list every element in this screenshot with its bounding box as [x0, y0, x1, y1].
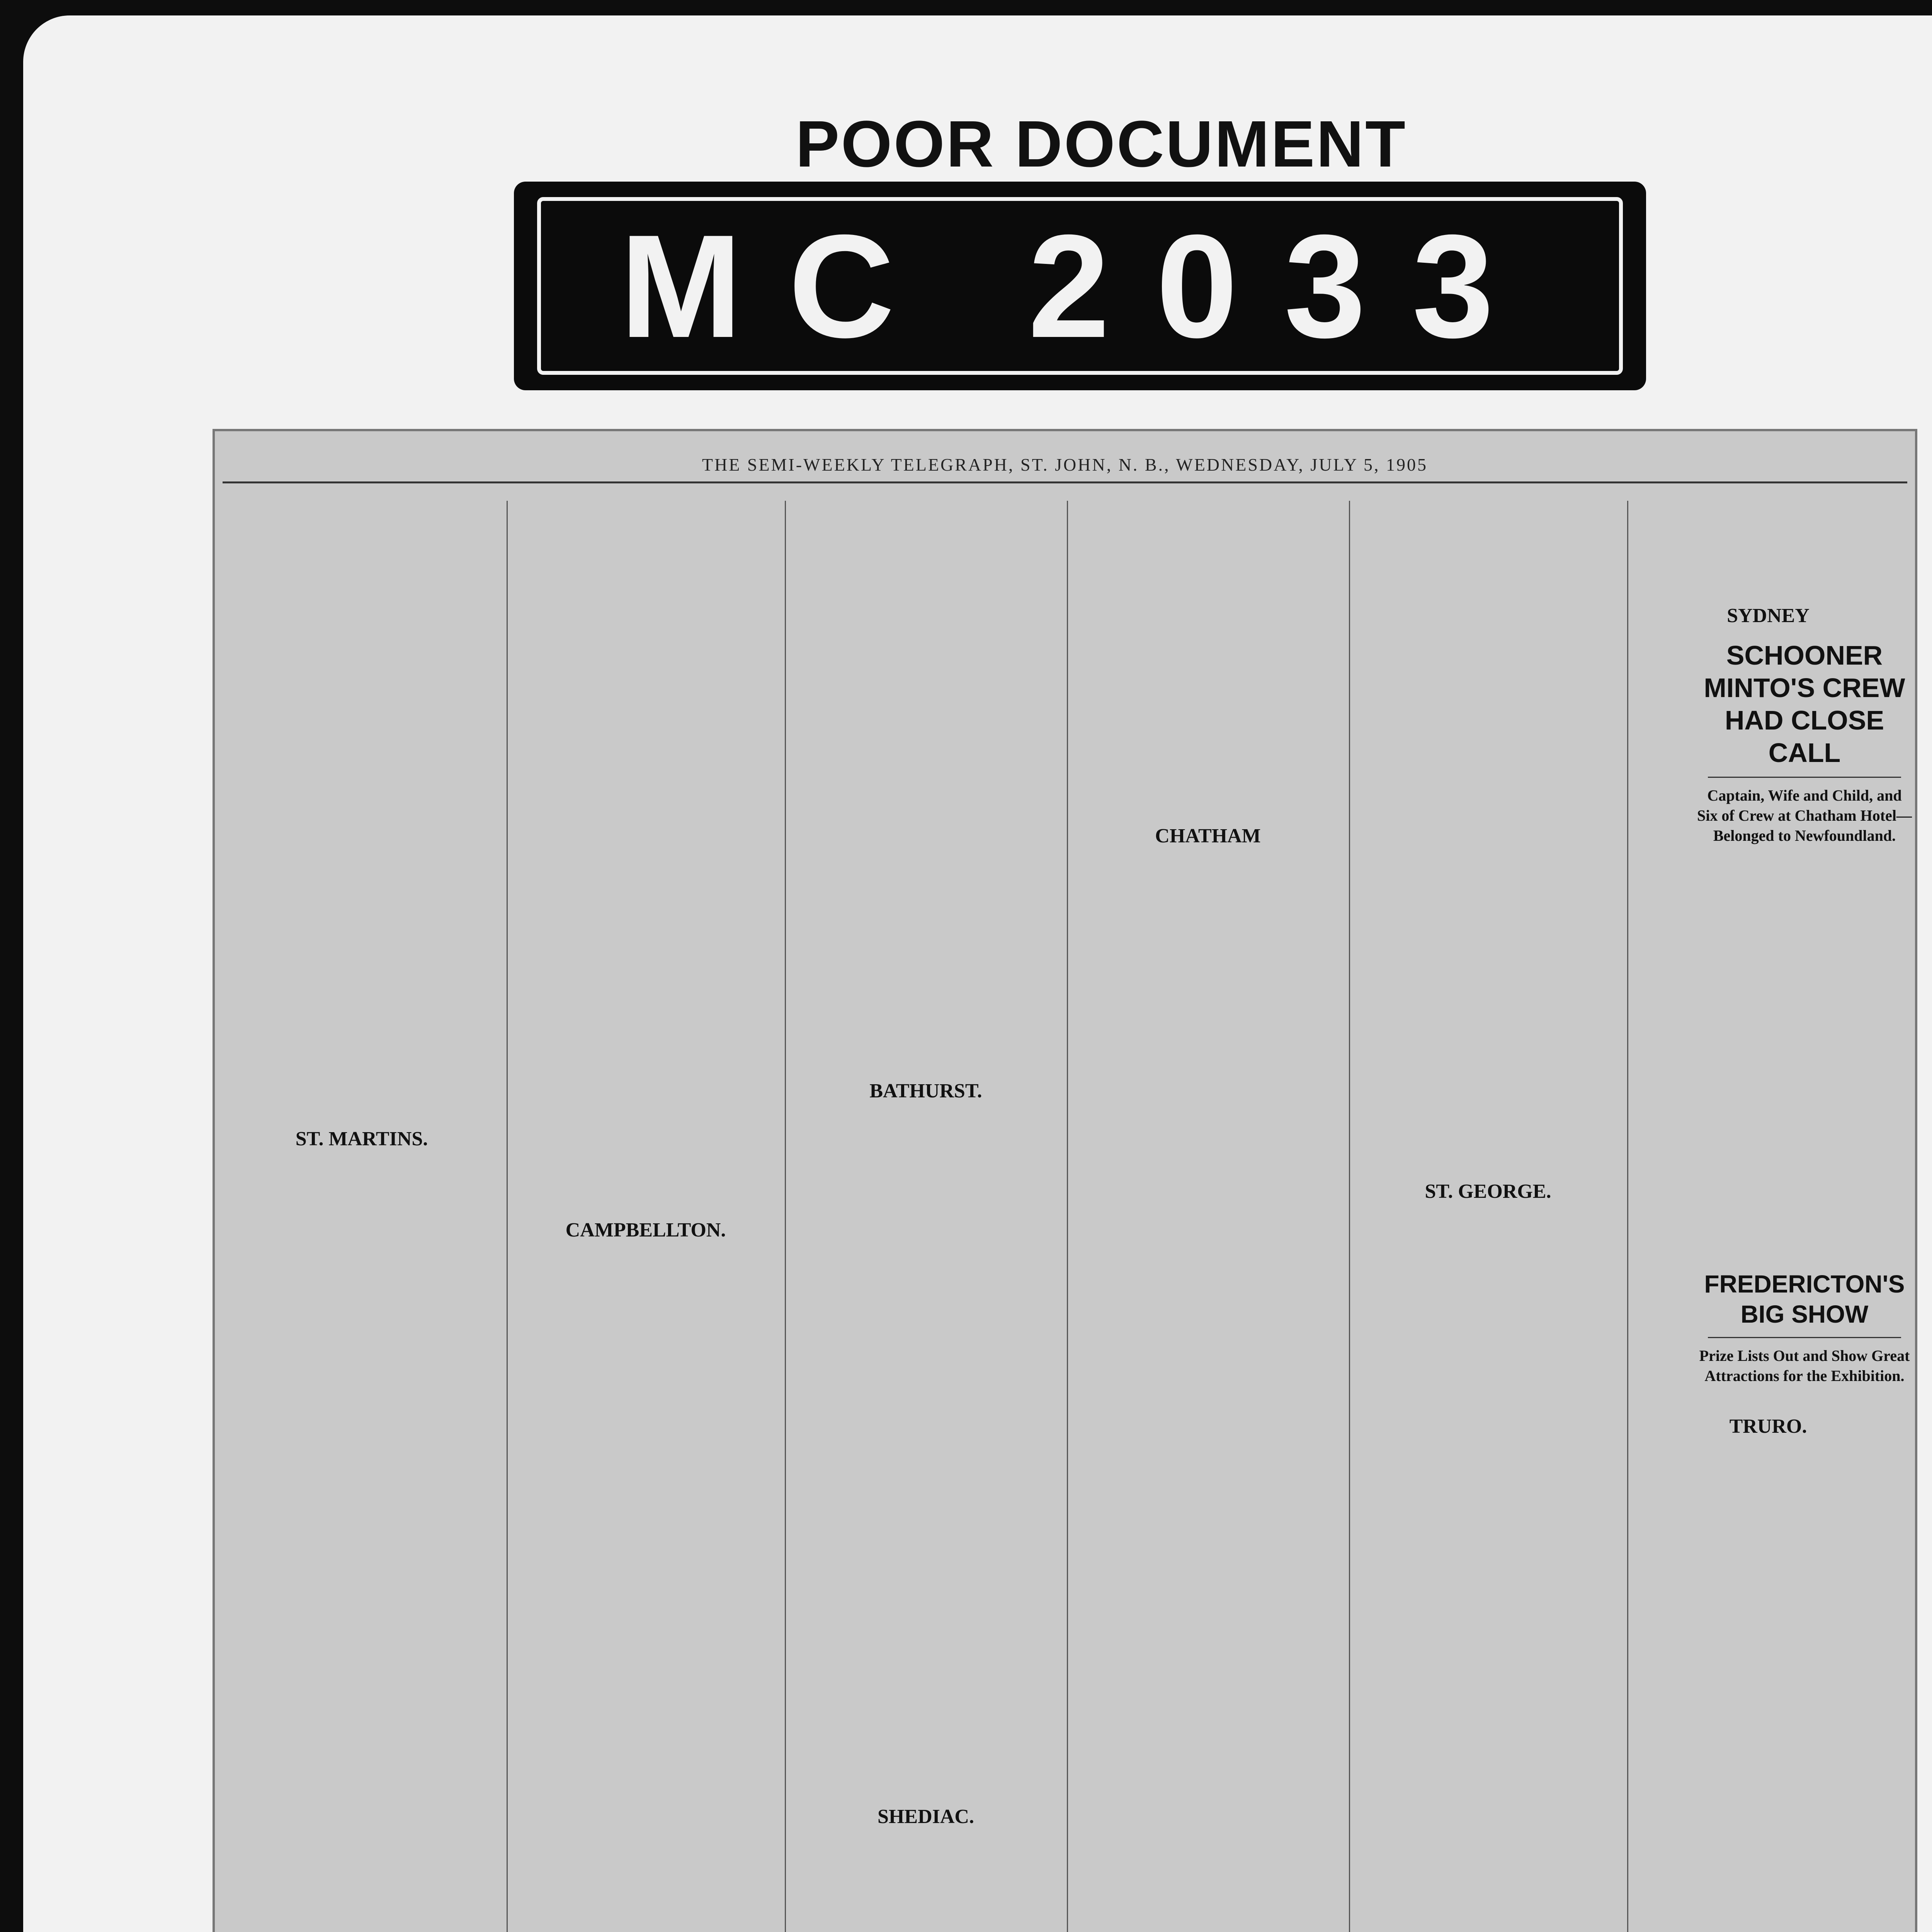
heading-campbellton: CAMPBELLTON.	[565, 1219, 726, 1241]
heading-shediac: SHEDIAC.	[878, 1806, 974, 1828]
column-5	[1355, 501, 1621, 1932]
story-fredericton	[1696, 1264, 1913, 1393]
heading-st-martins: ST. MARTINS.	[295, 1128, 428, 1150]
column-3	[791, 501, 1061, 1932]
newspaper-page	[213, 429, 1917, 1932]
story-schooner	[1696, 634, 1913, 853]
fredericton-headline: FREDERICTON'S BIG SHOW	[1704, 1270, 1905, 1328]
reel-code-text: MC 2033	[537, 197, 1623, 375]
reel-code-plate	[514, 182, 1646, 390]
schooner-deck: Captain, Wife and Child, and Six of Crew at Chatham Hotel—Belonged to Newfoundland.	[1697, 787, 1912, 844]
column-2	[512, 501, 779, 1932]
heading-truro: TRURO.	[1729, 1415, 1807, 1437]
schooner-headline: SCHOONER MINTO'S CREW HAD CLOSE CALL	[1704, 640, 1905, 768]
masthead: THE SEMI-WEEKLY TELEGRAPH, ST. JOHN, N. B., WEDNESDAY, JULY 5, 1905	[702, 455, 1428, 474]
masthead-rule	[223, 481, 1907, 483]
fredericton-deck: Prize Lists Out and Show Great Attractions for the Exhibition.	[1699, 1347, 1910, 1384]
heading-sydney: SYDNEY	[1727, 605, 1810, 627]
poor-document-label: POOR DOCUMENT	[796, 107, 1407, 181]
column-4	[1073, 501, 1343, 1932]
heading-bathurst: BATHURST.	[869, 1080, 982, 1102]
heading-st-george: ST. GEORGE.	[1425, 1180, 1551, 1202]
heading-chatham: CHATHAM	[1155, 825, 1261, 847]
column-1	[223, 501, 501, 1932]
